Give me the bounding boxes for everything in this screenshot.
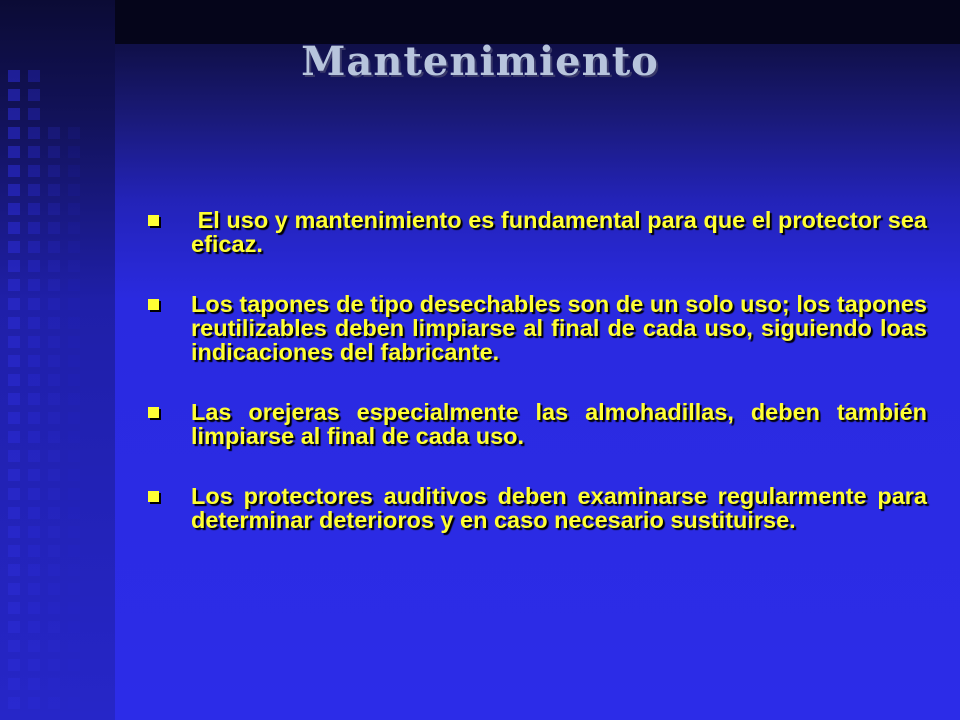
sidebar-square bbox=[8, 488, 20, 500]
sidebar-square bbox=[48, 336, 60, 348]
sidebar-square bbox=[8, 564, 20, 576]
bullet-text: Las orejeras especialmente las almohadillas, deben también limpiarse al final de cada uso. bbox=[191, 399, 927, 449]
sidebar-square bbox=[28, 659, 40, 671]
sidebar-square bbox=[8, 146, 20, 158]
sidebar-square bbox=[48, 393, 60, 405]
sidebar-square bbox=[28, 488, 40, 500]
sidebar-square bbox=[68, 165, 80, 177]
sidebar-square bbox=[28, 545, 40, 557]
sidebar-square bbox=[48, 374, 60, 386]
sidebar-square bbox=[8, 526, 20, 538]
sidebar-square bbox=[28, 298, 40, 310]
sidebar-square bbox=[68, 583, 80, 595]
sidebar-square bbox=[68, 488, 80, 500]
sidebar-square bbox=[68, 355, 80, 367]
sidebar-square bbox=[8, 336, 20, 348]
sidebar-square bbox=[8, 659, 20, 671]
sidebar-square bbox=[8, 678, 20, 690]
sidebar-square bbox=[8, 393, 20, 405]
sidebar-square bbox=[28, 412, 40, 424]
sidebar-square bbox=[28, 450, 40, 462]
sidebar-square bbox=[68, 317, 80, 329]
slide-title: Mantenimiento bbox=[301, 38, 659, 85]
bullet-list bbox=[145, 207, 934, 568]
sidebar-square bbox=[28, 526, 40, 538]
sidebar-square bbox=[8, 203, 20, 215]
sidebar-square bbox=[68, 450, 80, 462]
sidebar-square bbox=[48, 241, 60, 253]
bullet-item bbox=[145, 400, 927, 448]
sidebar-square bbox=[68, 469, 80, 481]
sidebar-square bbox=[48, 355, 60, 367]
sidebar-square bbox=[28, 317, 40, 329]
sidebar-square bbox=[28, 241, 40, 253]
sidebar-square bbox=[8, 89, 20, 101]
sidebar-square bbox=[68, 146, 80, 158]
bullet-text: Los tapones de tipo desechables son de un solo uso; los tapones reutilizables deben limpiarse al final de cada uso, siguiendo loas indicaciones del fabricante. bbox=[191, 291, 927, 365]
sidebar-square bbox=[68, 545, 80, 557]
bullet-text: Los protectores auditivos deben examinarse regularmente para determinar deterioros y en caso necesario sustituirse. bbox=[191, 483, 927, 533]
sidebar-square bbox=[68, 241, 80, 253]
sidebar-square bbox=[68, 659, 80, 671]
sidebar-square bbox=[28, 621, 40, 633]
sidebar-square bbox=[68, 431, 80, 443]
square-bullet-icon bbox=[148, 215, 159, 226]
sidebar-square bbox=[48, 450, 60, 462]
sidebar-square bbox=[8, 298, 20, 310]
sidebar-square bbox=[48, 678, 60, 690]
sidebar-square bbox=[8, 184, 20, 196]
sidebar-square bbox=[68, 412, 80, 424]
bullet-item bbox=[145, 207, 934, 257]
sidebar-square bbox=[28, 165, 40, 177]
sidebar-square bbox=[48, 317, 60, 329]
bullet-item bbox=[145, 292, 927, 364]
sidebar-square bbox=[28, 678, 40, 690]
sidebar-square bbox=[8, 412, 20, 424]
sidebar-square bbox=[48, 545, 60, 557]
sidebar-square bbox=[28, 203, 40, 215]
sidebar-square bbox=[48, 507, 60, 519]
sidebar-square bbox=[28, 564, 40, 576]
sidebar-square bbox=[28, 697, 40, 709]
sidebar-square bbox=[8, 621, 20, 633]
sidebar-square bbox=[48, 621, 60, 633]
sidebar-square bbox=[28, 336, 40, 348]
sidebar-square bbox=[48, 640, 60, 652]
sidebar-square bbox=[8, 70, 20, 82]
sidebar-square bbox=[68, 260, 80, 272]
sidebar-square bbox=[48, 469, 60, 481]
sidebar-square bbox=[68, 184, 80, 196]
sidebar-square bbox=[8, 241, 20, 253]
sidebar-square bbox=[8, 507, 20, 519]
sidebar-square bbox=[48, 184, 60, 196]
sidebar-square bbox=[28, 374, 40, 386]
sidebar-square bbox=[8, 355, 20, 367]
sidebar-square bbox=[48, 602, 60, 614]
sidebar-square bbox=[68, 336, 80, 348]
sidebar-square-pattern bbox=[0, 0, 115, 720]
sidebar-square bbox=[48, 298, 60, 310]
sidebar-square bbox=[8, 583, 20, 595]
sidebar-square bbox=[28, 507, 40, 519]
square-bullet-icon bbox=[148, 491, 159, 502]
sidebar-square bbox=[48, 127, 60, 139]
sidebar-square bbox=[68, 640, 80, 652]
sidebar-square bbox=[8, 450, 20, 462]
sidebar-square bbox=[8, 545, 20, 557]
sidebar-square bbox=[68, 374, 80, 386]
sidebar-square bbox=[28, 640, 40, 652]
sidebar-square bbox=[68, 222, 80, 234]
sidebar-square bbox=[8, 697, 20, 709]
sidebar-square bbox=[28, 70, 40, 82]
sidebar-square bbox=[68, 564, 80, 576]
sidebar-square bbox=[48, 412, 60, 424]
sidebar-square bbox=[68, 127, 80, 139]
sidebar-square bbox=[8, 108, 20, 120]
sidebar-square bbox=[28, 260, 40, 272]
sidebar-square bbox=[8, 469, 20, 481]
sidebar-square bbox=[28, 184, 40, 196]
sidebar-square bbox=[48, 222, 60, 234]
sidebar-square bbox=[28, 469, 40, 481]
sidebar-square bbox=[28, 146, 40, 158]
sidebar-square bbox=[48, 488, 60, 500]
sidebar-square bbox=[28, 127, 40, 139]
sidebar-square bbox=[68, 393, 80, 405]
sidebar-square bbox=[8, 260, 20, 272]
square-bullet-icon bbox=[148, 299, 159, 310]
sidebar-square bbox=[8, 640, 20, 652]
sidebar-square bbox=[28, 393, 40, 405]
sidebar-square bbox=[48, 203, 60, 215]
sidebar-square bbox=[28, 108, 40, 120]
bullet-text: El uso y mantenimiento es fundamental para que el protector sea eficaz. bbox=[191, 207, 934, 257]
sidebar-square bbox=[48, 165, 60, 177]
sidebar-square bbox=[28, 89, 40, 101]
square-bullet-icon bbox=[148, 407, 159, 418]
sidebar-square bbox=[68, 298, 80, 310]
sidebar-square bbox=[68, 602, 80, 614]
sidebar-square bbox=[28, 355, 40, 367]
sidebar-square bbox=[48, 697, 60, 709]
sidebar-square bbox=[48, 659, 60, 671]
sidebar-square bbox=[28, 583, 40, 595]
sidebar-square bbox=[68, 621, 80, 633]
sidebar-square bbox=[68, 526, 80, 538]
sidebar-square bbox=[28, 222, 40, 234]
sidebar-square bbox=[48, 564, 60, 576]
sidebar-square bbox=[68, 203, 80, 215]
bullet-item bbox=[145, 484, 927, 532]
sidebar-square bbox=[28, 431, 40, 443]
sidebar-square bbox=[8, 431, 20, 443]
sidebar-square bbox=[48, 146, 60, 158]
sidebar-square bbox=[8, 127, 20, 139]
sidebar-square bbox=[8, 602, 20, 614]
sidebar-square bbox=[8, 165, 20, 177]
sidebar-square bbox=[68, 697, 80, 709]
sidebar-square bbox=[8, 279, 20, 291]
sidebar-square bbox=[8, 374, 20, 386]
decorative-sidebar bbox=[0, 0, 115, 720]
sidebar-square bbox=[48, 583, 60, 595]
sidebar-square bbox=[68, 678, 80, 690]
sidebar-square bbox=[48, 431, 60, 443]
sidebar-square bbox=[28, 602, 40, 614]
sidebar-square bbox=[48, 260, 60, 272]
sidebar-square bbox=[8, 317, 20, 329]
sidebar-square bbox=[68, 279, 80, 291]
sidebar-square bbox=[8, 222, 20, 234]
sidebar-square bbox=[48, 526, 60, 538]
sidebar-square bbox=[68, 507, 80, 519]
sidebar-square bbox=[28, 279, 40, 291]
sidebar-square bbox=[48, 279, 60, 291]
